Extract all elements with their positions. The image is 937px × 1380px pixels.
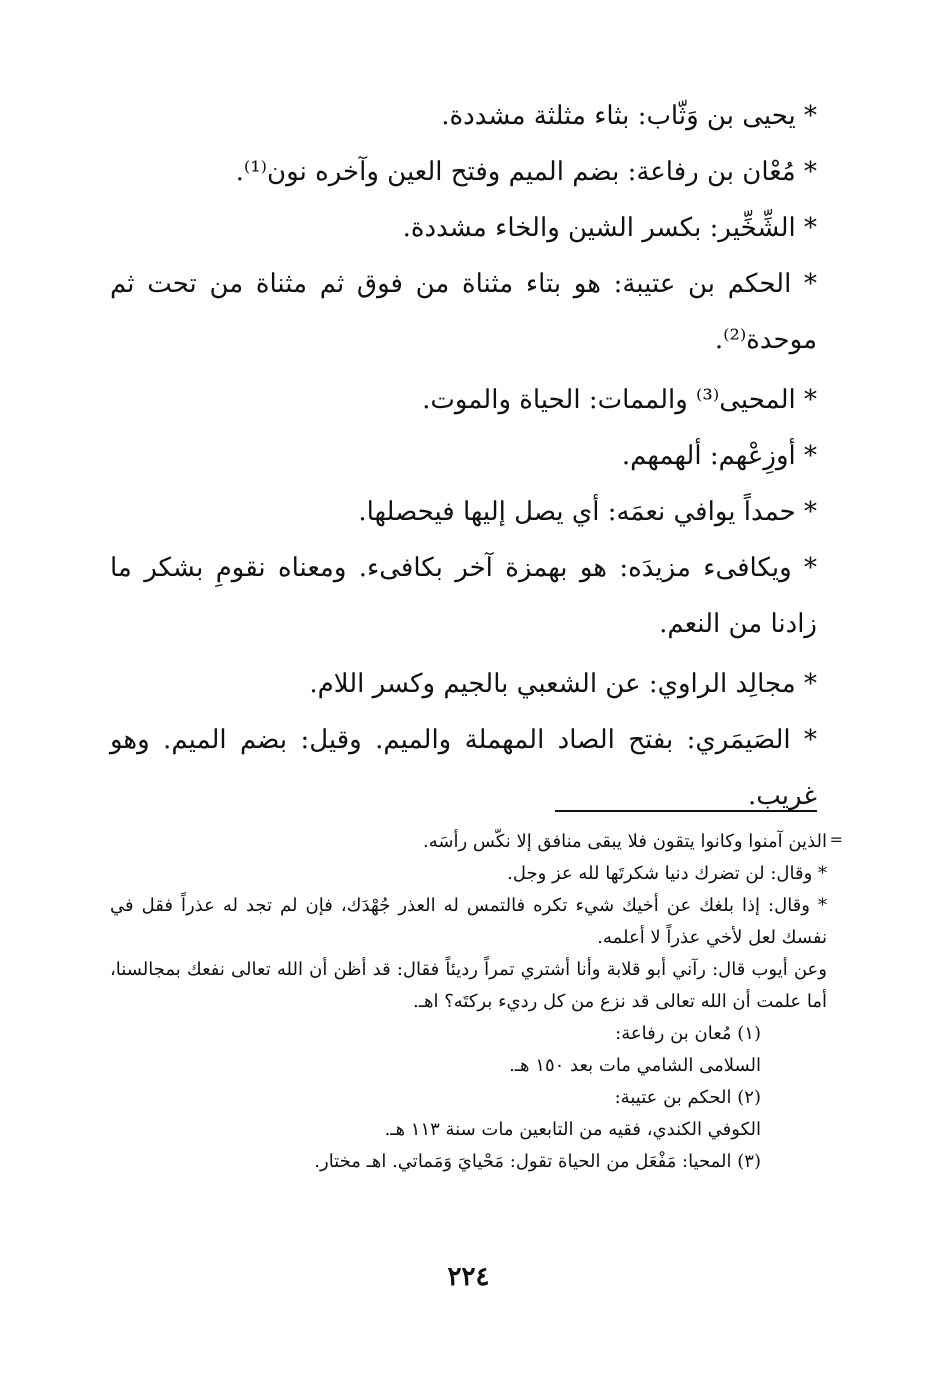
footnote-line — [110, 826, 843, 858]
main-text — [110, 88, 817, 824]
page-number: ٢٢٤ — [447, 1262, 490, 1292]
entry-paragraph: * الشِّخِّير: بكسر الشين والخاء مشددة. — [402, 213, 817, 243]
continuation-mark: = — [829, 830, 843, 849]
entry-paragraph: * مُعْان بن رفاعة: بضم الميم وفتح العين وآخره نون⁽¹⁾. — [235, 157, 817, 187]
footnote-line: * وقال: إذا بلغك عن أخيك شيء تكره فالتمس له العذر جُهْدَك، فإن لم تجد له عذراً فقل في نفسك لعل لأخي عذراً لا أعلمه. — [110, 895, 827, 948]
entry-paragraph: * أوزِعْهم: ألهمهم. — [621, 441, 817, 471]
footnote-note: (٣) المحيا: مَفْعَل من الحياة تقول: مَحْيايَ وَمَماتي. اهـ مختار. — [314, 1151, 761, 1172]
entry-paragraph: * المحيى⁽³⁾ والممات: الحياة والموت. — [422, 385, 817, 415]
footnote-line: * وقال: لن تضرك دنيا شكرتَها لله عز وجل. — [507, 863, 827, 884]
footnotes — [110, 826, 843, 1178]
footnote-note: السلامى الشامي مات بعد ١٥٠ هـ. — [509, 1055, 761, 1076]
footnote-note: الكوفي الكندي، فقيه من التابعين مات سنة ١١٣ هـ. — [384, 1119, 761, 1140]
entry-paragraph: * مجالِد الراوي: عن الشعبي بالجيم وكسر اللام. — [309, 669, 817, 699]
entry-paragraph: * ويكافىء مزيدَه: هو بهمزة آخر بكافىء. ومعناه نقومِ بشكر ما زادنا من النعم. — [110, 553, 817, 639]
entry-paragraph: * الحكم بن عتيبة: هو بتاء مثناة من فوق ثم مثناة من تحت ثم موحدة⁽²⁾. — [110, 269, 817, 355]
entry-paragraph: * حمداً يوافي نعمَه: أي يصل إليها فيحصلها. — [358, 497, 817, 527]
footnote-separator — [555, 810, 817, 812]
footnote-note: (١) مُعان بن رفاعة: — [615, 1023, 761, 1044]
footnote-note: (٢) الحكم بن عتيبة: — [614, 1087, 761, 1108]
footnote-line: وعن أيوب قال: رآني أبو قلابة وأنا أشتري تمراً رديئاً فقال: قد أظن أن الله تعالى نفعك بمجالسنا، أما علمت أن الله تعالى قد نزع من كل رديء بركتَه؟ اهـ. — [110, 959, 827, 1012]
entry-paragraph: * الصَيمَري: بفتح الصاد المهملة والميم. وقيل: بضم الميم. وهو غريب. — [110, 725, 817, 811]
entry-paragraph: * يحيى بن وَثّاب: بثاء مثلثة مشددة. — [441, 101, 817, 131]
footnote-text: الذين آمنوا وكانوا يتقون فلا يبقى منافق إلا نكّس رأسَه. — [422, 831, 827, 852]
